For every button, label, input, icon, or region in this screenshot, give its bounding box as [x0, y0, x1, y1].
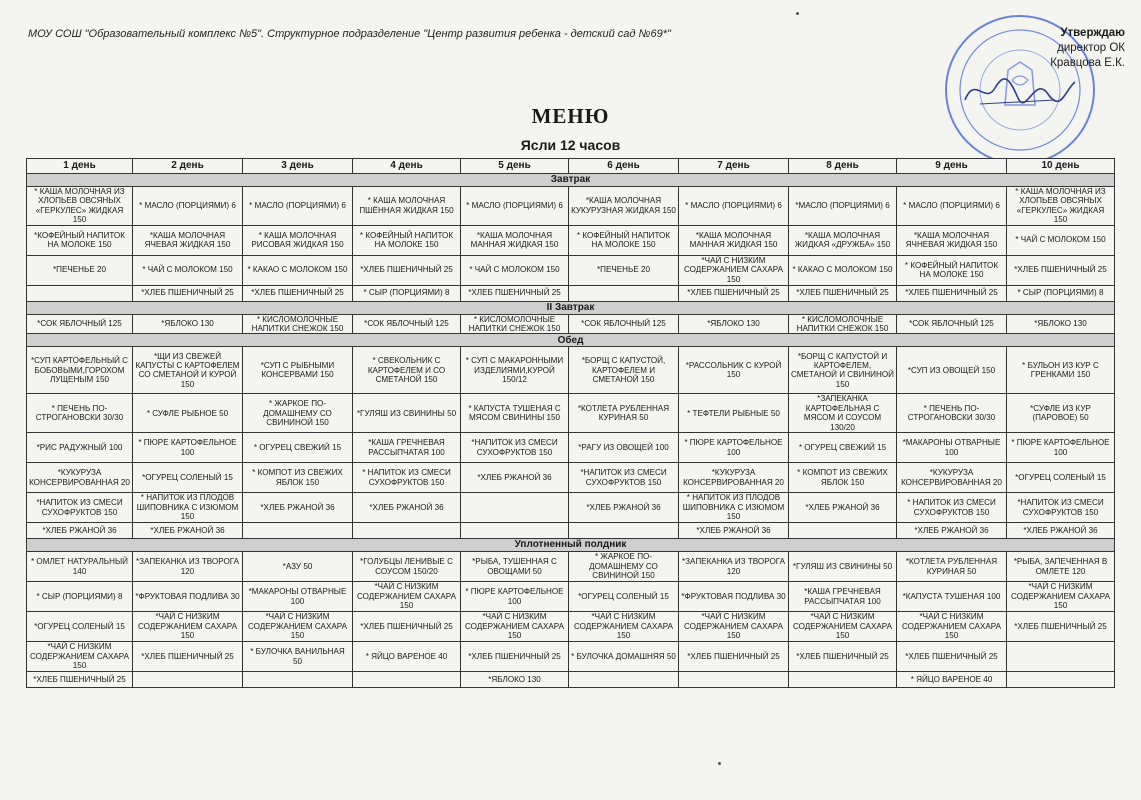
- menu-cell: * ТЕФТЕЛИ РЫБНЫЕ 50: [679, 394, 789, 433]
- menu-cell: *ЯБЛОКО 130: [133, 314, 243, 334]
- menu-cell: *СУП С РЫБНЫМИ КОНСЕРВАМИ 150: [243, 347, 353, 394]
- org-line: МОУ СОШ "Образовательный комплекс №5". Структурное подразделение "Центр развития ребенка - детский сад №69*": [28, 28, 671, 40]
- menu-cell: *ЩИ ИЗ СВЕЖЕЙ КАПУСТЫ С КАРТОФЕЛЕМ СО СМЕТАНОЙ И КУРОЙ 150: [133, 347, 243, 394]
- menu-cell: * БУЛЬОН ИЗ КУР С ГРЕНКАМИ 150: [1007, 347, 1115, 394]
- menu-cell: *КАША МОЛОЧНАЯ ЯЧЕВАЯ ЖИДКАЯ 150: [133, 225, 243, 255]
- menu-cell: * КОФЕЙНЫЙ НАПИТОК НА МОЛОКЕ 150: [353, 225, 461, 255]
- menu-cell: * БУЛОЧКА ВАНИЛЬНАЯ 50: [243, 642, 353, 672]
- menu-cell: *РАССОЛЬНИК С КУРОЙ 150: [679, 347, 789, 394]
- menu-cell: [569, 523, 679, 539]
- menu-cell: [679, 672, 789, 688]
- menu-cell: *ХЛЕБ ПШЕНИЧНЫЙ 25: [789, 285, 897, 301]
- day-header: 1 день: [27, 159, 133, 174]
- menu-cell: *МАСЛО (ПОРЦИЯМИ) 6: [789, 187, 897, 226]
- menu-cell: [461, 493, 569, 523]
- menu-cell: *ОГУРЕЦ СОЛЕНЫЙ 15: [569, 582, 679, 612]
- menu-cell: * СУФЛЕ РЫБНОЕ 50: [133, 394, 243, 433]
- menu-cell: *ЧАЙ С НИЗКИМ СОДЕРЖАНИЕМ САХАРА 150: [1007, 582, 1115, 612]
- menu-cell: *ХЛЕБ ПШЕНИЧНЫЙ 25: [679, 285, 789, 301]
- menu-cell: *ХЛЕБ РЖАНОЙ 36: [679, 523, 789, 539]
- menu-cell: * КАКАО С МОЛОКОМ 150: [789, 255, 897, 285]
- day-header: 10 день: [1007, 159, 1115, 174]
- menu-cell: *РИС РАДУЖНЫЙ 100: [27, 433, 133, 463]
- menu-cell: [243, 523, 353, 539]
- day-header: 6 день: [569, 159, 679, 174]
- menu-cell: *АЗУ 50: [243, 552, 353, 582]
- menu-cell: * СЫР (ПОРЦИЯМИ) 8: [27, 582, 133, 612]
- menu-cell: * НАПИТОК ИЗ СМЕСИ СУХОФРУКТОВ 150: [353, 463, 461, 493]
- menu-cell: * НАПИТОК ИЗ ПЛОДОВ ШИПОВНИКА С ИЗЮМОМ 150: [679, 493, 789, 523]
- menu-cell: *НАПИТОК ИЗ СМЕСИ СУХОФРУКТОВ 150: [569, 463, 679, 493]
- menu-cell: * ЯЙЦО ВАРЕНОЕ 40: [353, 642, 461, 672]
- menu-cell: [353, 523, 461, 539]
- approval-block: [990, 26, 1125, 71]
- menu-cell: *ХЛЕБ РЖАНОЙ 36: [569, 493, 679, 523]
- menu-cell: *ЗАПЕКАНКА ИЗ ТВОРОГА 120: [133, 552, 243, 582]
- day-header: 8 день: [789, 159, 897, 174]
- section-header-row: [27, 334, 1115, 347]
- menu-cell: * ОГУРЕЦ СВЕЖИЙ 15: [243, 433, 353, 463]
- menu-cell: *ХЛЕБ РЖАНОЙ 36: [133, 523, 243, 539]
- menu-cell: *СОК ЯБЛОЧНЫЙ 125: [27, 314, 133, 334]
- menu-cell: * ЯЙЦО ВАРЕНОЕ 40: [897, 672, 1007, 688]
- menu-cell: * ПЮРЕ КАРТОФЕЛЬНОЕ 100: [461, 582, 569, 612]
- page-title: МЕНЮ: [531, 104, 610, 128]
- menu-cell: * СЫР (ПОРЦИЯМИ) 8: [1007, 285, 1115, 301]
- menu-cell: *ЧАЙ С НИЗКИМ СОДЕРЖАНИЕМ САХАРА 150: [679, 612, 789, 642]
- menu-cell: *ЯБЛОКО 130: [679, 314, 789, 334]
- menu-cell: * КАША МОЛОЧНАЯ ИЗ ХЛОПЬЕВ ОВСЯНЫХ «ГЕРКУЛЕС» ЖИДКАЯ 150: [27, 187, 133, 226]
- menu-cell: * МАСЛО (ПОРЦИЯМИ) 6: [679, 187, 789, 226]
- menu-cell: *ФРУКТОВАЯ ПОДЛИВА 30: [679, 582, 789, 612]
- section-title: Уплотненный полдник: [27, 539, 1115, 552]
- menu-cell: * КОФЕЙНЫЙ НАПИТОК НА МОЛОКЕ 150: [897, 255, 1007, 285]
- table-row: [27, 433, 1115, 463]
- menu-cell: * ОМЛЕТ НАТУРАЛЬНЫЙ 140: [27, 552, 133, 582]
- section-header-row: [27, 301, 1115, 314]
- menu-cell: *РЫБА, ТУШЕННАЯ С ОВОЩАМИ 50: [461, 552, 569, 582]
- menu-cell: *ХЛЕБ ПШЕНИЧНЫЙ 25: [679, 642, 789, 672]
- menu-cell: *ХЛЕБ ПШЕНИЧНЫЙ 25: [27, 672, 133, 688]
- menu-cell: *СОК ЯБЛОЧНЫЙ 125: [897, 314, 1007, 334]
- menu-cell: *ХЛЕБ ПШЕНИЧНЫЙ 25: [461, 285, 569, 301]
- menu-cell: *ХЛЕБ ПШЕНИЧНЫЙ 25: [1007, 255, 1115, 285]
- menu-cell: *СУФЛЕ ИЗ КУР (ПАРОВОЕ) 50: [1007, 394, 1115, 433]
- menu-cell: *КАША МОЛОЧНАЯ МАННАЯ ЖИДКАЯ 150: [679, 225, 789, 255]
- menu-cell: *ОГУРЕЦ СОЛЕНЫЙ 15: [27, 612, 133, 642]
- menu-cell: [1007, 672, 1115, 688]
- menu-cell: * КАША МОЛОЧНАЯ ИЗ ХЛОПЬЕВ ОВСЯНЫХ «ГЕРКУЛЕС» ЖИДКАЯ 150: [1007, 187, 1115, 226]
- menu-cell: *ХЛЕБ ПШЕНИЧНЫЙ 25: [789, 642, 897, 672]
- menu-cell: *ХЛЕБ ПШЕНИЧНЫЙ 25: [897, 642, 1007, 672]
- menu-cell: * КАША МОЛОЧНАЯ РИСОВАЯ ЖИДКАЯ 150: [243, 225, 353, 255]
- table-row: [27, 225, 1115, 255]
- menu-cell: * КАПУСТА ТУШЕНАЯ С МЯСОМ СВИНИНЫ 150: [461, 394, 569, 433]
- table-row: [27, 394, 1115, 433]
- menu-cell: *МАКАРОНЫ ОТВАРНЫЕ 100: [243, 582, 353, 612]
- menu-cell: *КАША ГРЕЧНЕВАЯ РАССЫПЧАТАЯ 100: [789, 582, 897, 612]
- menu-cell: * ЧАЙ С МОЛОКОМ 150: [1007, 225, 1115, 255]
- menu-cell: *ХЛЕБ ПШЕНИЧНЫЙ 25: [897, 285, 1007, 301]
- menu-cell: * ЖАРКОЕ ПО-ДОМАШНЕМУ СО СВИНИНОЙ 150: [243, 394, 353, 433]
- menu-cell: [789, 672, 897, 688]
- menu-cell: *ЧАЙ С НИЗКИМ СОДЕРЖАНИЕМ САХАРА 150: [789, 612, 897, 642]
- day-header: 4 день: [353, 159, 461, 174]
- menu-cell: *КАША МОЛОЧНАЯ КУКУРУЗНАЯ ЖИДКАЯ 150: [569, 187, 679, 226]
- menu-cell: *КОФЕЙНЫЙ НАПИТОК НА МОЛОКЕ 150: [27, 225, 133, 255]
- page-subtitle: Ясли 12 часов: [520, 137, 621, 153]
- section-header-row: [27, 174, 1115, 187]
- menu-cell: * СВЕКОЛЬНИК С КАРТОФЕЛЕМ И СО СМЕТАНОЙ 150: [353, 347, 461, 394]
- table-row: [27, 347, 1115, 394]
- scan-speck: [718, 762, 721, 765]
- menu-cell: * НАПИТОК ИЗ ПЛОДОВ ШИПОВНИКА С ИЗЮМОМ 150: [133, 493, 243, 523]
- menu-cell: [1007, 642, 1115, 672]
- menu-cell: *КУКУРУЗА КОНСЕРВИРОВАННАЯ 20: [897, 463, 1007, 493]
- days-header-row: [27, 159, 1115, 174]
- menu-cell: [133, 672, 243, 688]
- menu-cell: *КУКУРУЗА КОНСЕРВИРОВАННАЯ 20: [27, 463, 133, 493]
- menu-cell: *СОК ЯБЛОЧНЫЙ 125: [569, 314, 679, 334]
- menu-body: [27, 174, 1115, 688]
- table-row: [27, 612, 1115, 642]
- menu-cell: *ЧАЙ С НИЗКИМ СОДЕРЖАНИЕМ САХАРА 150: [569, 612, 679, 642]
- approval-role: директор ОК: [1057, 42, 1125, 54]
- menu-cell: [353, 672, 461, 688]
- menu-cell: *ПЕЧЕНЬЕ 20: [27, 255, 133, 285]
- menu-cell: *ЧАЙ С НИЗКИМ СОДЕРЖАНИЕМ САХАРА 150: [897, 612, 1007, 642]
- menu-cell: *ХЛЕБ ПШЕНИЧНЫЙ 25: [243, 285, 353, 301]
- menu-cell: * МАСЛО (ПОРЦИЯМИ) 6: [133, 187, 243, 226]
- menu-cell: *ФРУКТОВАЯ ПОДЛИВА 30: [133, 582, 243, 612]
- menu-cell: *КАША МОЛОЧНАЯ ЖИДКАЯ «ДРУЖБА» 150: [789, 225, 897, 255]
- menu-cell: [461, 523, 569, 539]
- menu-cell: *ХЛЕБ ПШЕНИЧНЫЙ 25: [133, 642, 243, 672]
- menu-cell: *ХЛЕБ ПШЕНИЧНЫЙ 25: [1007, 612, 1115, 642]
- menu-cell: *ХЛЕБ ПШЕНИЧНЫЙ 25: [353, 612, 461, 642]
- menu-cell: * КОМПОТ ИЗ СВЕЖИХ ЯБЛОК 150: [789, 463, 897, 493]
- menu-cell: *БОРЩ С КАПУСТОЙ, КАРТОФЕЛЕМ И СМЕТАНОЙ 150: [569, 347, 679, 394]
- day-header: 2 день: [133, 159, 243, 174]
- menu-cell: *КАША МОЛОЧНАЯ МАННАЯ ЖИДКАЯ 150: [461, 225, 569, 255]
- menu-cell: *ХЛЕБ РЖАНОЙ 36: [897, 523, 1007, 539]
- menu-cell: *СУП КАРТОФЕЛЬНЫЙ С БОБОВЫМИ,ГОРОХОМ ЛУЩЕНЫМ 150: [27, 347, 133, 394]
- section-title: Обед: [27, 334, 1115, 347]
- menu-cell: *ЗАПЕКАНКА КАРТОФЕЛЬНАЯ С МЯСОМ И СОУСОМ 130/20: [789, 394, 897, 433]
- menu-cell: *РЫБА, ЗАПЕЧЕННАЯ В ОМЛЕТЕ 120: [1007, 552, 1115, 582]
- scan-speck: [796, 12, 799, 15]
- menu-cell: * КИСЛОМОЛОЧНЫЕ НАПИТКИ СНЕЖОК 150: [789, 314, 897, 334]
- menu-cell: * МАСЛО (ПОРЦИЯМИ) 6: [897, 187, 1007, 226]
- table-row: [27, 582, 1115, 612]
- menu-cell: * ПЕЧЕНЬ ПО-СТРОГАНОВСКИ 30/30: [897, 394, 1007, 433]
- menu-cell: *ХЛЕБ ПШЕНИЧНЫЙ 25: [133, 285, 243, 301]
- menu-cell: [569, 285, 679, 301]
- menu-cell: [27, 285, 133, 301]
- table-row: [27, 314, 1115, 334]
- menu-cell: * КОФЕЙНЫЙ НАПИТОК НА МОЛОКЕ 150: [569, 225, 679, 255]
- menu-cell: *РАГУ ИЗ ОВОЩЕЙ 100: [569, 433, 679, 463]
- menu-cell: [789, 523, 897, 539]
- table-row: [27, 552, 1115, 582]
- menu-cell: * ЧАЙ С МОЛОКОМ 150: [461, 255, 569, 285]
- day-header: 3 день: [243, 159, 353, 174]
- menu-cell: *ХЛЕБ РЖАНОЙ 36: [461, 463, 569, 493]
- menu-cell: *ХЛЕБ РЖАНОЙ 36: [27, 523, 133, 539]
- menu-cell: *НАПИТОК ИЗ СМЕСИ СУХОФРУКТОВ 150: [1007, 493, 1115, 523]
- approval-name: Кравцова Е.К.: [1050, 57, 1125, 69]
- menu-cell: *ЗАПЕКАНКА ИЗ ТВОРОГА 120: [679, 552, 789, 582]
- menu-cell: * МАСЛО (ПОРЦИЯМИ) 6: [461, 187, 569, 226]
- menu-cell: *СУП ИЗ ОВОЩЕЙ 150: [897, 347, 1007, 394]
- menu-cell: * ПЮРЕ КАРТОФЕЛЬНОЕ 100: [1007, 433, 1115, 463]
- menu-cell: * КАША МОЛОЧНАЯ ПШЁННАЯ ЖИДКАЯ 150: [353, 187, 461, 226]
- menu-cell: *БОРЩ С КАПУСТОЙ И КАРТОФЕЛЕМ, СМЕТАНОЙ И СВИНИНОЙ 150: [789, 347, 897, 394]
- menu-cell: *НАПИТОК ИЗ СМЕСИ СУХОФРУКТОВ 150: [461, 433, 569, 463]
- day-header: 5 день: [461, 159, 569, 174]
- menu-cell: *ЯБЛОКО 130: [461, 672, 569, 688]
- menu-cell: * ЧАЙ С МОЛОКОМ 150: [133, 255, 243, 285]
- menu-cell: *ХЛЕБ ПШЕНИЧНЫЙ 25: [353, 255, 461, 285]
- menu-cell: *ГУЛЯШ ИЗ СВИНИНЫ 50: [353, 394, 461, 433]
- menu-cell: *ЯБЛОКО 130: [1007, 314, 1115, 334]
- menu-cell: *ХЛЕБ РЖАНОЙ 36: [353, 493, 461, 523]
- menu-cell: *ОГУРЕЦ СОЛЕНЫЙ 15: [1007, 463, 1115, 493]
- menu-cell: * ОГУРЕЦ СВЕЖИЙ 15: [789, 433, 897, 463]
- menu-cell: * БУЛОЧКА ДОМАШНЯЯ 50: [569, 642, 679, 672]
- menu-cell: *КОТЛЕТА РУБЛЕННАЯ КУРИНАЯ 50: [897, 552, 1007, 582]
- menu-cell: *КАША ГРЕЧНЕВАЯ РАССЫПЧАТАЯ 100: [353, 433, 461, 463]
- menu-cell: *ОГУРЕЦ СОЛЕНЫЙ 15: [133, 463, 243, 493]
- menu-cell: *ЧАЙ С НИЗКИМ СОДЕРЖАНИЕМ САХАРА 150: [353, 582, 461, 612]
- menu-cell: * СЫР (ПОРЦИЯМИ) 8: [353, 285, 461, 301]
- section-title: II Завтрак: [27, 301, 1115, 314]
- section-title: Завтрак: [27, 174, 1115, 187]
- menu-cell: [569, 672, 679, 688]
- menu-cell: *ЧАЙ С НИЗКИМ СОДЕРЖАНИЕМ САХАРА 150: [243, 612, 353, 642]
- table-row: [27, 523, 1115, 539]
- menu-cell: *ЧАЙ С НИЗКИМ СОДЕРЖАНИЕМ САХАРА 150: [133, 612, 243, 642]
- menu-cell: * НАПИТОК ИЗ СМЕСИ СУХОФРУКТОВ 150: [897, 493, 1007, 523]
- menu-cell: * ПЮРЕ КАРТОФЕЛЬНОЕ 100: [679, 433, 789, 463]
- menu-cell: *ЧАЙ С НИЗКИМ СОДЕРЖАНИЕМ САХАРА 150: [679, 255, 789, 285]
- menu-cell: *КУКУРУЗА КОНСЕРВИРОВАННАЯ 20: [679, 463, 789, 493]
- section-header-row: [27, 539, 1115, 552]
- table-row: [27, 672, 1115, 688]
- table-row: [27, 463, 1115, 493]
- approval-title: Утверждаю: [1060, 27, 1125, 39]
- menu-cell: *ГУЛЯШ ИЗ СВИНИНЫ 50: [789, 552, 897, 582]
- menu-cell: *НАПИТОК ИЗ СМЕСИ СУХОФРУКТОВ 150: [27, 493, 133, 523]
- menu-cell: *ХЛЕБ РЖАНОЙ 36: [243, 493, 353, 523]
- menu-cell: *ХЛЕБ РЖАНОЙ 36: [789, 493, 897, 523]
- menu-cell: * КИСЛОМОЛОЧНЫЕ НАПИТКИ СНЕЖОК 150: [461, 314, 569, 334]
- menu-cell: *ГОЛУБЦЫ ЛЕНИВЫЕ С СОУСОМ 150/20: [353, 552, 461, 582]
- menu-cell: * КИСЛОМОЛОЧНЫЕ НАПИТКИ СНЕЖОК 150: [243, 314, 353, 334]
- menu-cell: * СУП С МАКАРОННЫМИ ИЗДЕЛИЯМИ,КУРОЙ 150/12: [461, 347, 569, 394]
- day-header: 9 день: [897, 159, 1007, 174]
- menu-cell: *ЧАЙ С НИЗКИМ СОДЕРЖАНИЕМ САХАРА 150: [27, 642, 133, 672]
- menu-cell: [243, 672, 353, 688]
- menu-cell: *ЧАЙ С НИЗКИМ СОДЕРЖАНИЕМ САХАРА 150: [461, 612, 569, 642]
- table-row: [27, 187, 1115, 226]
- menu-cell: *ПЕЧЕНЬЕ 20: [569, 255, 679, 285]
- menu-cell: * КОМПОТ ИЗ СВЕЖИХ ЯБЛОК 150: [243, 463, 353, 493]
- menu-cell: *КАПУСТА ТУШЕНАЯ 100: [897, 582, 1007, 612]
- table-row: [27, 642, 1115, 672]
- table-row: [27, 493, 1115, 523]
- menu-table: [26, 158, 1115, 688]
- menu-cell: * ПЕЧЕНЬ ПО-СТРОГАНОВСКИ 30/30: [27, 394, 133, 433]
- menu-cell: *ХЛЕБ РЖАНОЙ 36: [1007, 523, 1115, 539]
- menu-cell: *КАША МОЛОЧНАЯ ЯЧНЕВАЯ ЖИДКАЯ 150: [897, 225, 1007, 255]
- menu-cell: *ХЛЕБ ПШЕНИЧНЫЙ 25: [461, 642, 569, 672]
- menu-cell: *КОТЛЕТА РУБЛЕННАЯ КУРИНАЯ 50: [569, 394, 679, 433]
- menu-cell: * КАКАО С МОЛОКОМ 150: [243, 255, 353, 285]
- menu-cell: *СОК ЯБЛОЧНЫЙ 125: [353, 314, 461, 334]
- table-row: [27, 285, 1115, 301]
- menu-cell: * ЖАРКОЕ ПО-ДОМАШНЕМУ СО СВИНИНОЙ 150: [569, 552, 679, 582]
- menu-cell: *МАКАРОНЫ ОТВАРНЫЕ 100: [897, 433, 1007, 463]
- menu-cell: * МАСЛО (ПОРЦИЯМИ) 6: [243, 187, 353, 226]
- day-header: 7 день: [679, 159, 789, 174]
- table-row: [27, 255, 1115, 285]
- menu-cell: * ПЮРЕ КАРТОФЕЛЬНОЕ 100: [133, 433, 243, 463]
